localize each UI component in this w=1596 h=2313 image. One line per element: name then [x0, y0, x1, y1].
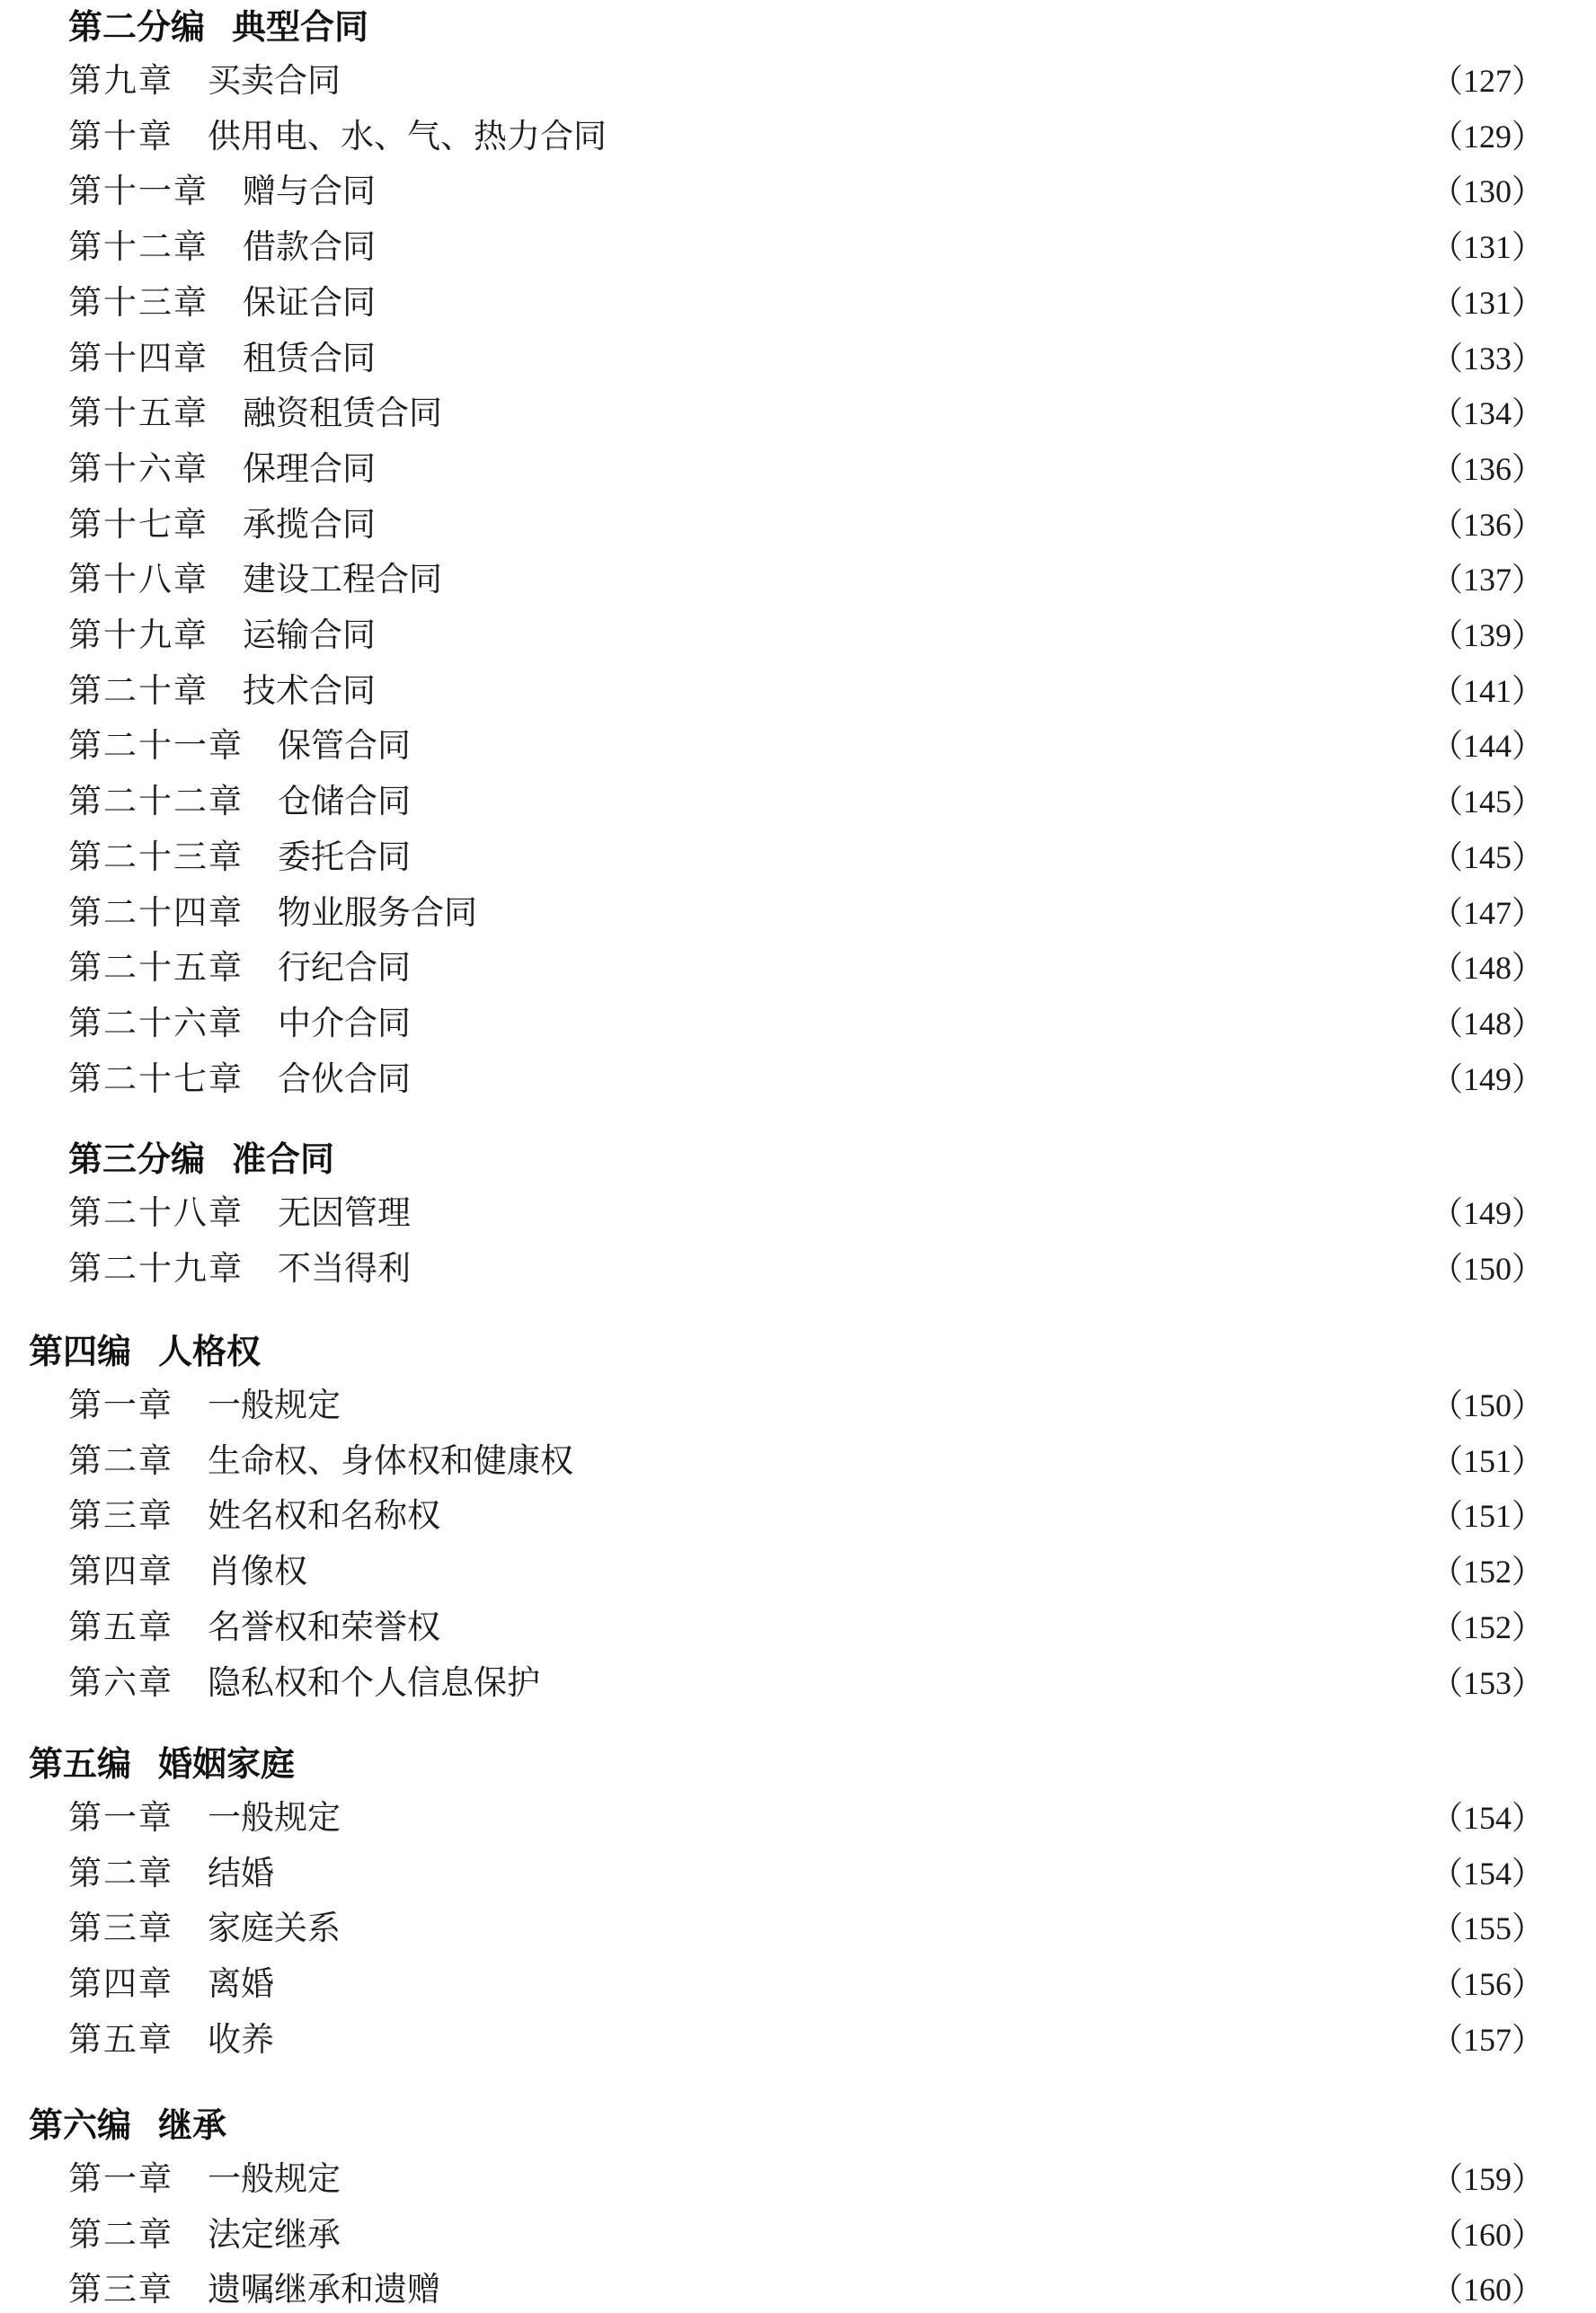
section-heading-label: 第四编	[29, 1332, 132, 1371]
dot-leader	[483, 890, 1425, 936]
toc-entry[interactable]	[68, 1438, 1544, 1484]
chapter-title: 法定继承	[208, 2214, 341, 2254]
chapter-title: 收养	[208, 2019, 274, 2059]
dot-leader	[446, 1604, 1425, 1651]
toc-entry[interactable]	[68, 556, 1544, 603]
chapter-number: 第二十九章	[68, 1248, 244, 1288]
toc-entry[interactable]	[68, 1548, 1544, 1595]
section-heading-label: 第三分编	[68, 1139, 206, 1179]
dot-leader	[346, 1905, 1425, 1952]
chapter-title: 委托合同	[278, 837, 411, 876]
toc-entry[interactable]	[68, 1245, 1544, 1292]
chapter-number: 第十三章	[68, 282, 208, 322]
dot-leader	[416, 1245, 1425, 1292]
page-number: （149）	[1430, 1195, 1544, 1231]
toc-entry[interactable]	[68, 1905, 1544, 1952]
dot-leader	[612, 113, 1425, 160]
chapter-title: 一般规定	[208, 2159, 341, 2198]
dot-leader	[416, 834, 1425, 881]
chapter-number: 第一章	[68, 1386, 173, 1424]
page-number: （134）	[1430, 395, 1544, 432]
section-heading-title: 继承	[158, 2105, 227, 2145]
dot-leader	[346, 1795, 1425, 1841]
dot-leader	[381, 168, 1425, 215]
dot-leader	[446, 1493, 1425, 1539]
toc-entry[interactable]	[68, 1493, 1544, 1539]
chapter-title: 保证合同	[243, 282, 376, 322]
chapter-number: 第三章	[68, 1909, 173, 1948]
dot-leader	[279, 1850, 1425, 1897]
toc-entry[interactable]	[68, 501, 1544, 548]
dot-leader	[545, 1660, 1425, 1706]
dot-leader	[346, 58, 1425, 104]
page-number: （159）	[1430, 2161, 1544, 2197]
toc-entry[interactable]	[68, 944, 1544, 991]
chapter-number: 第二十四章	[68, 892, 244, 932]
dot-leader	[346, 2156, 1425, 2202]
chapter-number: 第二十八章	[68, 1193, 244, 1232]
toc-entry[interactable]	[68, 778, 1544, 825]
dot-leader	[381, 224, 1425, 270]
dot-leader	[416, 1000, 1425, 1047]
chapter-number: 第二十二章	[68, 782, 244, 821]
page-number: （148）	[1430, 1005, 1544, 1041]
toc-entry[interactable]	[68, 113, 1544, 160]
chapter-title: 借款合同	[243, 227, 376, 267]
dot-leader	[381, 668, 1425, 714]
chapter-number: 第一章	[68, 2159, 173, 2198]
chapter-title: 结婚	[208, 1853, 274, 1892]
chapter-number: 第二十七章	[68, 1059, 244, 1098]
chapter-title: 隐私权和个人信息保护	[208, 1662, 540, 1702]
toc-entry[interactable]	[68, 1660, 1544, 1706]
page-number: （131）	[1430, 284, 1544, 321]
chapter-number: 第十七章	[68, 504, 208, 544]
section-heading-title: 典型合同	[232, 7, 369, 47]
toc-entry[interactable]	[68, 722, 1544, 769]
dot-leader	[381, 612, 1425, 659]
chapter-title: 家庭关系	[208, 1909, 341, 1948]
chapter-title: 保理合同	[243, 448, 376, 488]
chapter-title: 生命权、身体权和健康权	[208, 1440, 573, 1480]
toc-entry[interactable]	[68, 1056, 1544, 1103]
toc-entry[interactable]	[68, 2016, 1544, 2063]
chapter-title: 技术合同	[243, 670, 376, 710]
chapter-title: 保管合同	[278, 726, 411, 766]
page-number: （157）	[1430, 2021, 1544, 2058]
chapter-number: 第二章	[68, 2214, 173, 2254]
chapter-title: 无因管理	[278, 1193, 411, 1232]
chapter-number: 第十二章	[68, 227, 208, 267]
chapter-number: 第十一章	[68, 172, 208, 211]
toc-entry[interactable]	[68, 1961, 1544, 2007]
chapter-number: 第二章	[68, 1440, 173, 1480]
toc-entry[interactable]	[68, 1190, 1544, 1236]
chapter-title: 供用电、水、气、热力合同	[208, 116, 607, 155]
chapter-title: 运输合同	[243, 616, 376, 654]
section-heading-label: 第二分编	[68, 7, 206, 47]
chapter-title: 一般规定	[208, 1798, 341, 1837]
page-number: （139）	[1430, 617, 1544, 653]
chapter-title: 仓储合同	[278, 782, 411, 821]
toc-entry[interactable]	[68, 890, 1544, 936]
dot-leader	[279, 1961, 1425, 2007]
chapter-title: 名誉权和荣誉权	[208, 1607, 440, 1646]
chapter-number: 第一章	[68, 1798, 173, 1837]
toc-entry[interactable]	[68, 1795, 1544, 1841]
page-number: （153）	[1430, 1664, 1544, 1701]
chapter-title: 建设工程合同	[243, 560, 442, 599]
chapter-title: 行纪合同	[278, 948, 411, 988]
page-number: （133）	[1430, 340, 1544, 377]
page-number: （148）	[1430, 950, 1544, 987]
chapter-title: 不当得利	[278, 1248, 411, 1288]
chapter-number: 第十八章	[68, 560, 208, 599]
toc-entry[interactable]	[68, 668, 1544, 714]
chapter-number: 第十章	[68, 116, 173, 155]
section-heading-title: 准合同	[232, 1139, 335, 1179]
section-heading-label: 第六编	[29, 2105, 132, 2145]
toc-entry[interactable]	[68, 2266, 1544, 2313]
chapter-title: 离婚	[208, 1964, 274, 2004]
page-number: （136）	[1430, 506, 1544, 543]
chapter-number: 第四章	[68, 1964, 173, 2004]
chapter-title: 姓名权和名称权	[208, 1496, 440, 1536]
page-number: （145）	[1430, 838, 1544, 875]
page-number: （129）	[1430, 118, 1544, 155]
chapter-number: 第五章	[68, 2019, 173, 2059]
page-number: （145）	[1430, 784, 1544, 820]
page-number: （131）	[1430, 229, 1544, 266]
section-heading-title: 人格权	[158, 1332, 262, 1371]
page-number: （151）	[1430, 1442, 1544, 1479]
toc-entry[interactable]	[68, 168, 1544, 215]
dot-leader	[446, 2266, 1425, 2313]
chapter-title: 肖像权	[208, 1552, 307, 1591]
section-heading	[29, 1328, 261, 1375]
chapter-number: 第二章	[68, 1853, 173, 1892]
chapter-title: 物业服务合同	[278, 892, 477, 932]
dot-leader	[448, 556, 1425, 603]
dot-leader	[346, 1382, 1425, 1429]
toc-entry[interactable]	[68, 612, 1544, 659]
toc-entry[interactable]	[68, 2211, 1544, 2258]
chapter-title: 赠与合同	[243, 172, 376, 211]
chapter-number: 第三章	[68, 2270, 173, 2309]
page-number: （150）	[1430, 1250, 1544, 1287]
toc-entry[interactable]	[68, 224, 1544, 270]
page-number: （152）	[1430, 1554, 1544, 1591]
chapter-number: 第二十三章	[68, 837, 244, 876]
page-number: （160）	[1430, 2272, 1544, 2309]
toc-entry[interactable]	[68, 1850, 1544, 1897]
section-heading	[68, 1136, 334, 1183]
chapter-number: 第九章	[68, 61, 173, 100]
page-number: （160）	[1430, 2216, 1544, 2253]
page-number: （137）	[1430, 562, 1544, 598]
chapter-number: 第十五章	[68, 394, 208, 433]
chapter-number: 第十九章	[68, 616, 208, 654]
toc-entry[interactable]	[68, 1382, 1544, 1429]
toc-entry[interactable]	[68, 1000, 1544, 1047]
page-number: （141）	[1430, 672, 1544, 709]
chapter-number: 第六章	[68, 1662, 173, 1702]
page-number: （156）	[1430, 1966, 1544, 2003]
chapter-number: 第二十五章	[68, 948, 244, 988]
dot-leader	[416, 722, 1425, 769]
page-number: （151）	[1430, 1498, 1544, 1535]
dot-leader	[416, 944, 1425, 991]
section-heading	[29, 1741, 295, 1787]
chapter-title: 融资租赁合同	[243, 394, 442, 433]
toc-entry[interactable]	[68, 834, 1544, 881]
toc-entry[interactable]	[68, 58, 1544, 104]
toc-entry[interactable]	[68, 2156, 1544, 2202]
dot-leader	[279, 2016, 1425, 2063]
chapter-title: 合伙合同	[278, 1059, 411, 1098]
section-heading	[68, 4, 368, 50]
section-heading-label: 第五编	[29, 1744, 132, 1784]
chapter-number: 第十六章	[68, 448, 208, 488]
page-number: （147）	[1430, 894, 1544, 931]
chapter-number: 第五章	[68, 1607, 173, 1646]
dot-leader	[416, 1056, 1425, 1103]
page-number: （150）	[1430, 1387, 1544, 1423]
dot-leader	[416, 778, 1425, 825]
chapter-number: 第三章	[68, 1496, 173, 1536]
chapter-title: 租赁合同	[243, 338, 376, 377]
chapter-title: 承揽合同	[243, 504, 376, 544]
page-number: （127）	[1430, 63, 1544, 99]
dot-leader	[381, 335, 1425, 382]
page-number: （154）	[1430, 1800, 1544, 1836]
section-heading	[29, 2102, 226, 2149]
page-number: （154）	[1430, 1855, 1544, 1892]
toc-entry[interactable]	[68, 279, 1544, 326]
chapter-title: 一般规定	[208, 1386, 341, 1424]
chapter-title: 买卖合同	[208, 61, 341, 100]
chapter-title: 遗嘱继承和遗赠	[208, 2270, 440, 2309]
toc-entry[interactable]	[68, 1604, 1544, 1651]
page-number: （136）	[1430, 450, 1544, 487]
toc-entry[interactable]	[68, 390, 1544, 437]
dot-leader	[381, 446, 1425, 492]
chapter-number: 第四章	[68, 1552, 173, 1591]
chapter-number: 第二十一章	[68, 726, 244, 766]
page-number: （130）	[1430, 173, 1544, 210]
chapter-number: 第二十章	[68, 670, 208, 710]
dot-leader	[448, 390, 1425, 437]
dot-leader	[346, 2211, 1425, 2258]
toc-entry[interactable]	[68, 446, 1544, 492]
page-number: （152）	[1430, 1608, 1544, 1645]
chapter-title: 中介合同	[278, 1003, 411, 1042]
page-number: （144）	[1430, 728, 1544, 765]
dot-leader	[313, 1548, 1425, 1595]
dot-leader	[381, 279, 1425, 326]
chapter-number: 第十四章	[68, 338, 208, 377]
page-number: （155）	[1430, 1910, 1544, 1947]
dot-leader	[579, 1438, 1425, 1484]
chapter-number: 第二十六章	[68, 1003, 244, 1042]
toc-entry[interactable]	[68, 335, 1544, 382]
section-heading-title: 婚姻家庭	[158, 1744, 296, 1784]
dot-leader	[381, 501, 1425, 548]
dot-leader	[416, 1190, 1425, 1236]
page-number: （149）	[1430, 1060, 1544, 1097]
